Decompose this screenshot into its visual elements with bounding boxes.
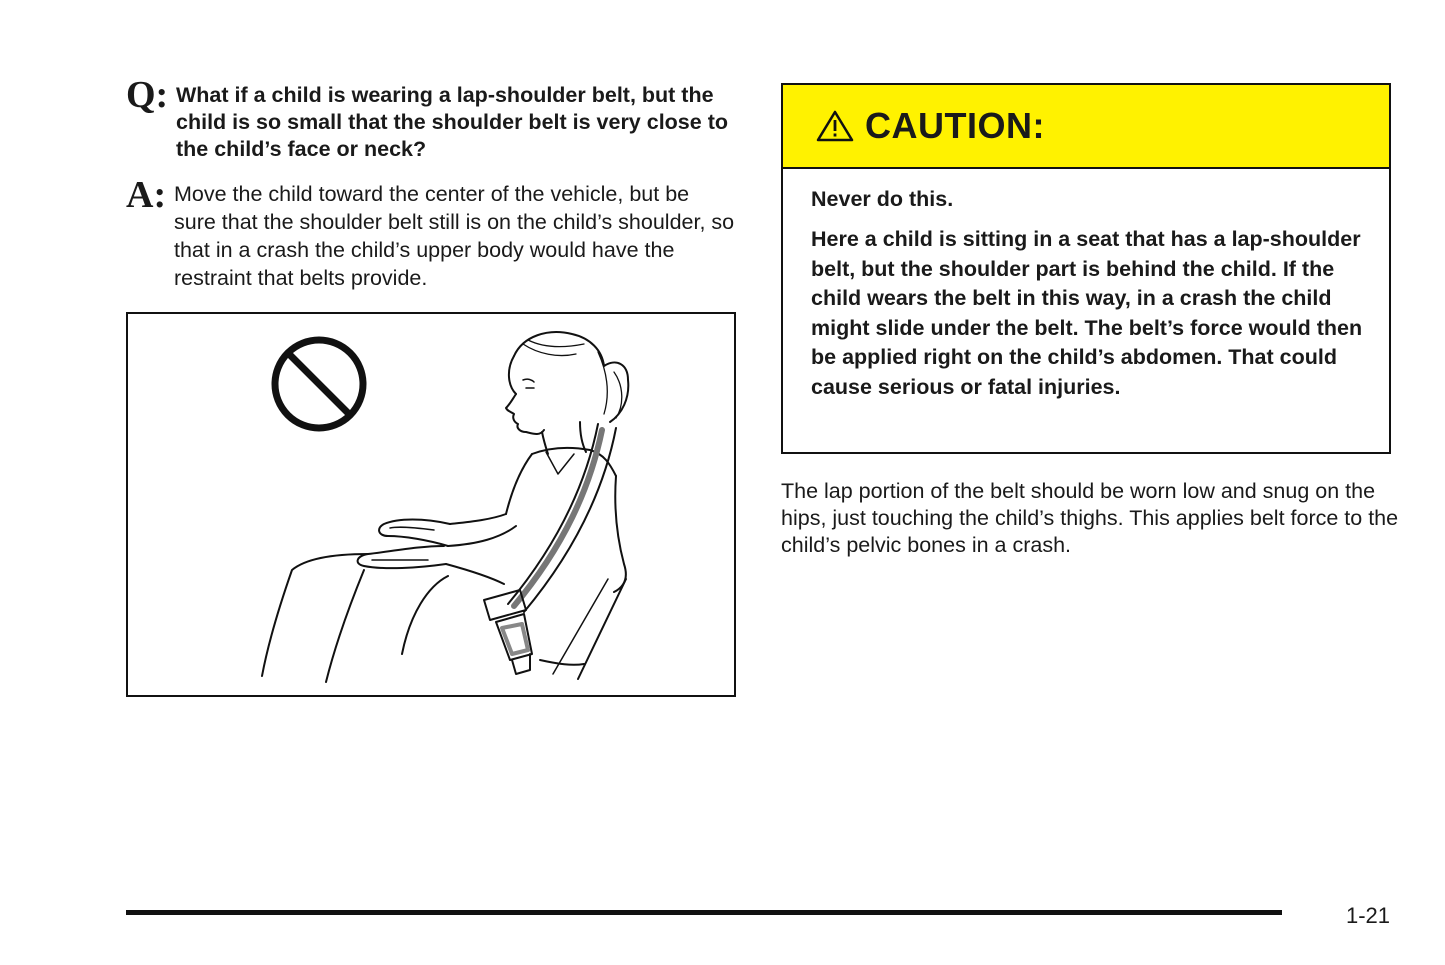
caution-body <box>783 169 1389 402</box>
child-belt-illustration <box>126 312 736 697</box>
page-number: 1-21 <box>1346 903 1391 928</box>
prohibition-icon <box>275 340 363 428</box>
question-block <box>126 76 736 163</box>
caution-title: CAUTION: <box>865 105 1045 146</box>
answer-block <box>126 176 736 292</box>
footer-rule <box>126 910 1282 915</box>
question-mark: Q: <box>126 74 169 116</box>
caution-text: Here a child is sitting in a seat that has a lap-shoulder belt, but the shoulder part is behind the child. If the child wears the belt in this way, in a crash the child might slide under the belt. The belt’s force would then be applied right on the child’s abdomen. That could cause serious or fatal injuries. <box>811 227 1363 399</box>
answer-mark: A: <box>126 174 167 216</box>
caution-header <box>783 85 1389 169</box>
caution-box <box>781 83 1391 454</box>
question-text: What if a child is wearing a lap-shoulder belt, but the child is so small that the shoulder belt is very close to the child’s face or neck? <box>176 83 728 161</box>
lap-belt-paragraph: The lap portion of the belt should be worn low and snug on the hips, just touching the child’s thighs. This applies belt force to the child’s pelvic bones in a crash. <box>781 479 1399 557</box>
caution-lead: Never do this. <box>811 187 954 211</box>
answer-text: Move the child toward the center of the vehicle, but be sure that the shoulder belt still is on the child’s shoulder, so that in a crash the child’s upper body would have the restraint that belts provide. <box>174 182 735 290</box>
warning-triangle-icon <box>815 109 855 143</box>
